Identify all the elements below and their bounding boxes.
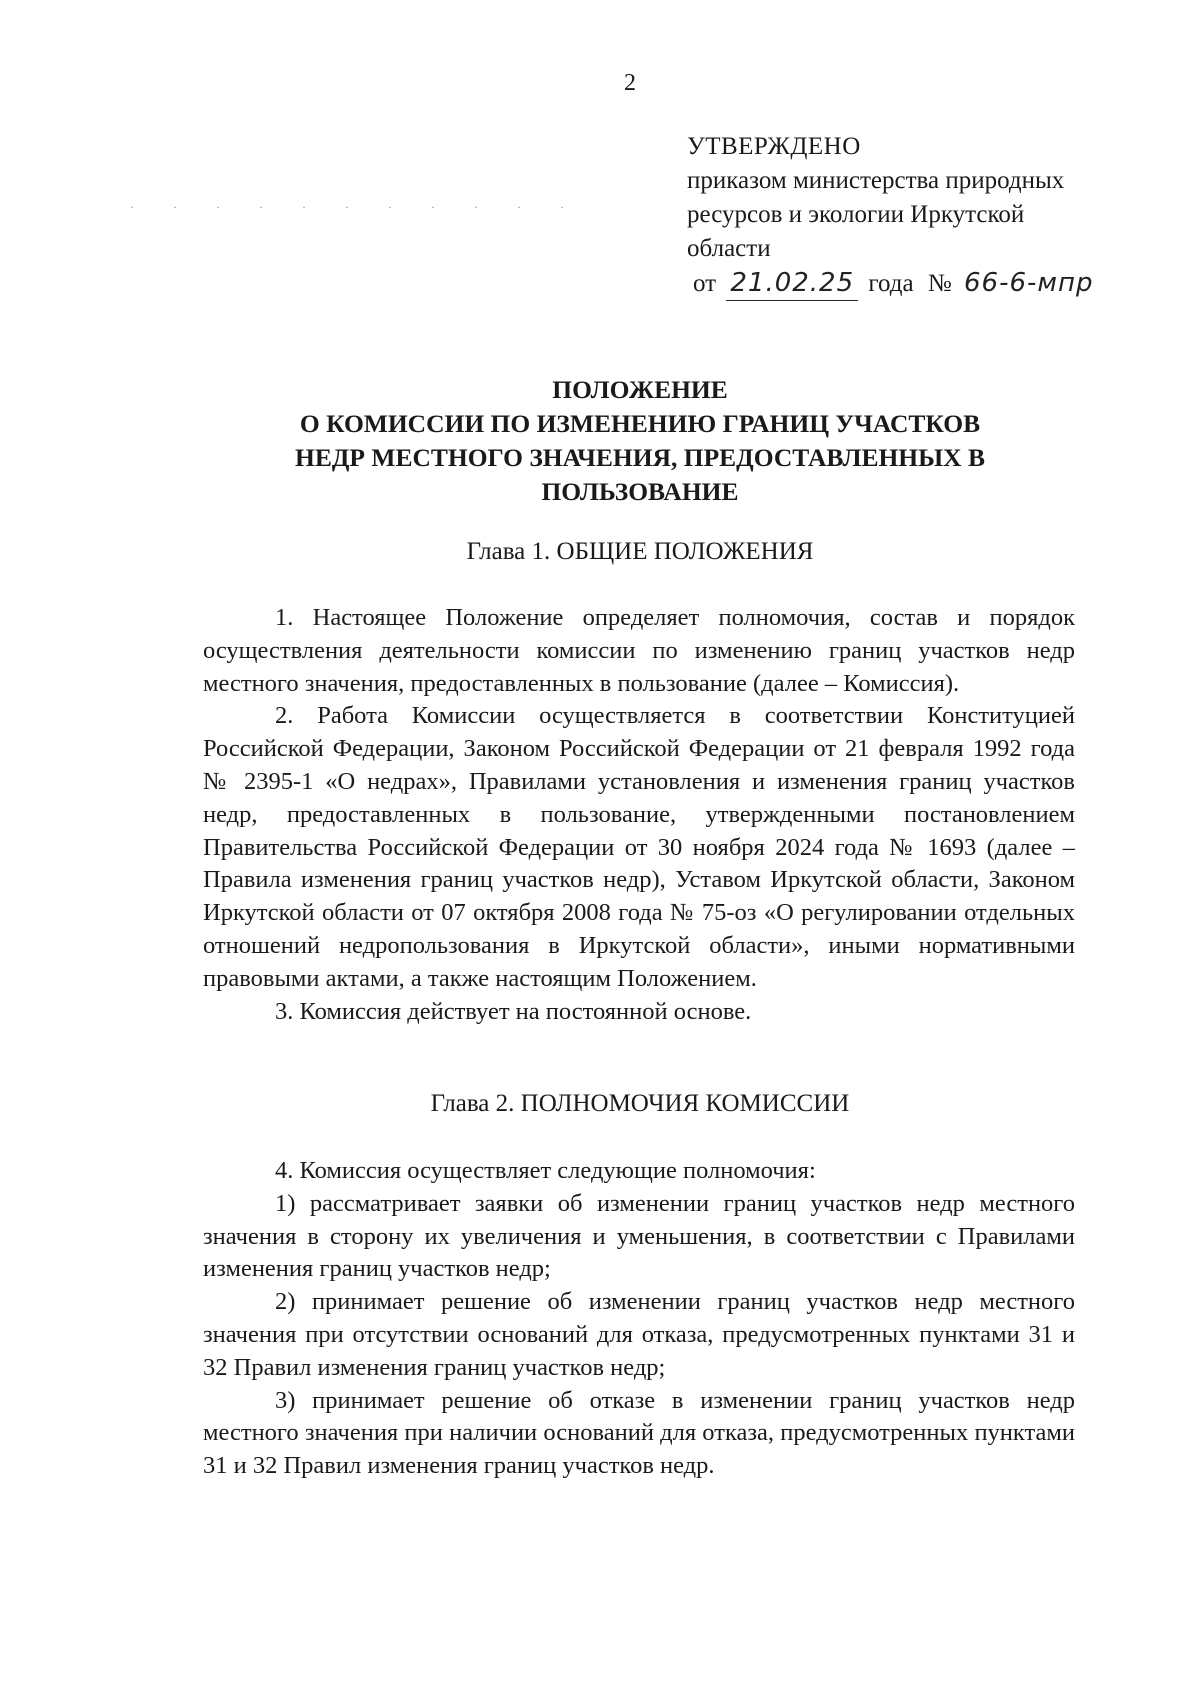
approval-line-2: ресурсов и экологии Иркутской: [687, 201, 1025, 228]
chapter-1-body: [203, 602, 1075, 1028]
from-label: от: [693, 270, 717, 297]
approval-line-3: области: [687, 235, 771, 262]
chapter-2-heading: Глава 2. ПОЛНОМОЧИЯ КОМИССИИ: [430, 1090, 850, 1117]
subitem-1: 1) рассматривает заявки об изменении границ участков недр местного значения в сторону их увеличения и уменьшения, в соответствии с Правилами изменения границ участков недр;: [203, 1189, 1075, 1283]
chapter-1-heading: Глава 1. ОБЩИЕ ПОЛОЖЕНИЯ: [466, 538, 814, 565]
year-label: года: [868, 270, 914, 297]
paragraph-1: 1. Настоящее Положение определяет полномочия, состав и порядок осуществления деятельности комиссии по изменению границ участков недр местного значения, предоставленных в пользование (далее – Комиссия).: [203, 604, 1075, 697]
approval-stamp: [687, 130, 1127, 301]
title-line-3: НЕДР МЕСТНОГО ЗНАЧЕНИЯ, ПРЕДОСТАВЛЕННЫХ В: [295, 443, 985, 472]
title-line-4: ПОЛЬЗОВАНИЕ: [541, 477, 739, 506]
paragraph-2: 2. Работа Комиссии осуществляется в соответствии Конституцией Российской Федерации, Законом Российской Федерации от 21 февраля 1992 года № 2395-1 «О недрах», Правилами установления и изменения границ участков недр, предоставленных в пользование, утвержденными постановлением Правительства Российской Федерации от 30 ноября 2024 года № 1693 (далее – Правила изменения границ участков недр), Уставом Иркутской области, Законом Иркутской области от 07 октября 2008 года № 75-оз «О регулировании отдельных отношений недропользования в Иркутской области», иными нормативными правовыми актами, а также настоящим Положением.: [203, 702, 1075, 992]
approval-heading: УТВЕРЖДЕНО: [687, 133, 861, 160]
title-line-1: ПОЛОЖЕНИЕ: [552, 375, 728, 404]
scan-artifact-dots: · · · · · · · · · · ·: [130, 200, 582, 214]
number-label: №: [927, 270, 952, 297]
handwritten-date: 21.02.25: [726, 266, 858, 301]
document-title: [200, 373, 1080, 509]
chapter-2-body: [203, 1155, 1075, 1483]
subitem-3: 3) принимает решение об отказе в изменении границ участков недр местного значения при наличии оснований для отказа, предусмотренных пунктами 31 и 32 Правил изменения границ участков недр.: [203, 1386, 1075, 1480]
title-line-2: О КОМИССИИ ПО ИЗМЕНЕНИЮ ГРАНИЦ УЧАСТКОВ: [299, 409, 981, 438]
approval-date-line: [687, 266, 1127, 301]
subitem-2: 2) принимает решение об изменении границ участков недр местного значения при отсутствии оснований для отказа, предусмотренных пунктами 31 и 32 Правил изменения границ участков недр;: [203, 1288, 1075, 1381]
page-number: 2: [624, 70, 636, 96]
paragraph-4: 4. Комиссия осуществляет следующие полномочия:: [275, 1157, 816, 1184]
approval-line-1: приказом министерства природных: [687, 167, 1065, 194]
paragraph-3: 3. Комиссия действует на постоянной основе.: [275, 997, 752, 1025]
handwritten-order-number: 66-6-мпр: [963, 268, 1094, 298]
